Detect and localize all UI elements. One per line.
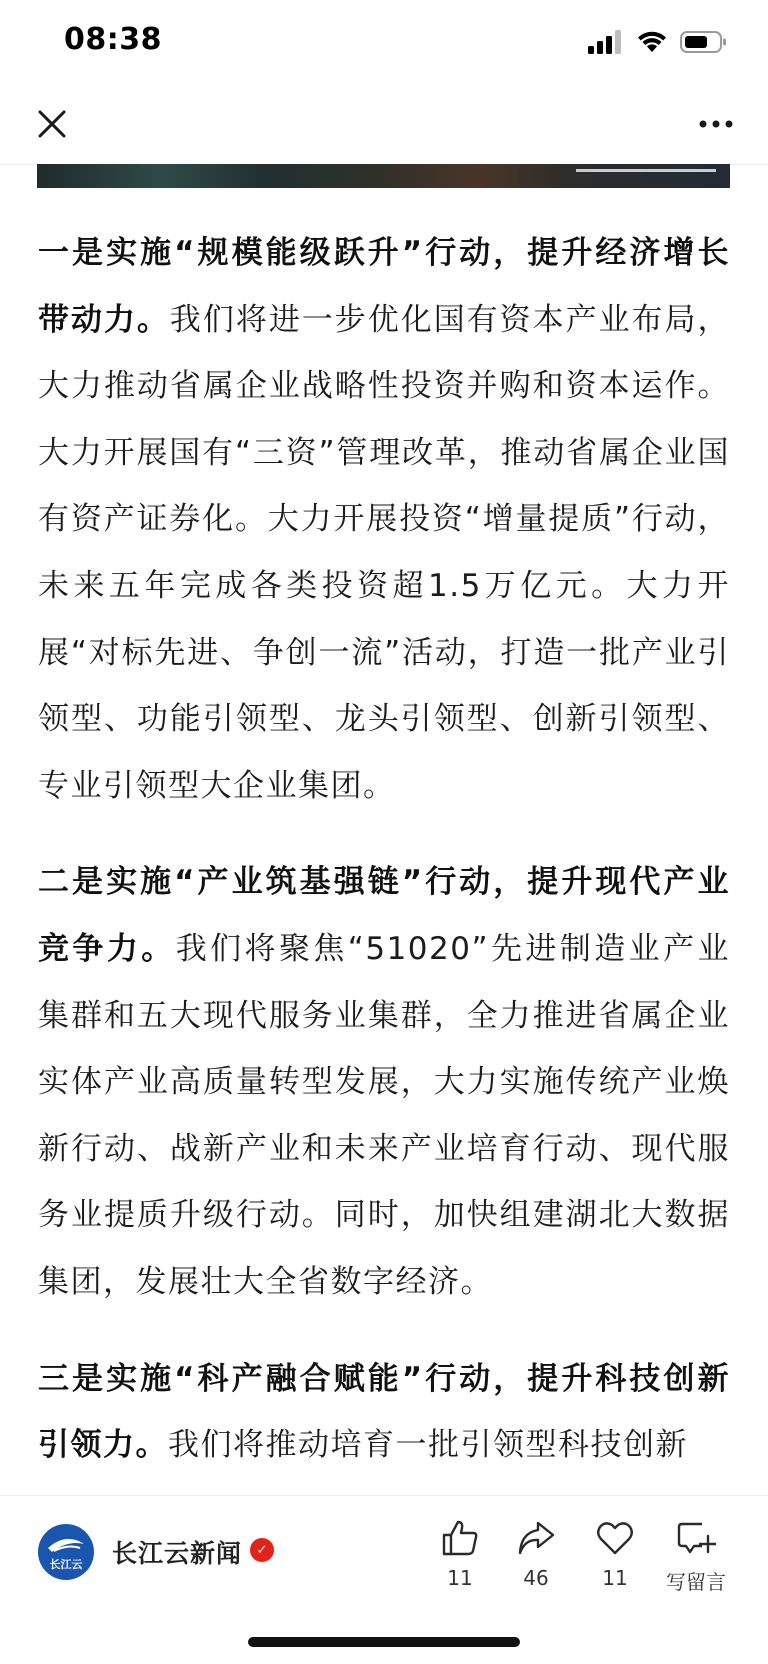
favorite-count: 11 [602, 1566, 628, 1590]
status-bar [0, 0, 768, 84]
article-body [38, 220, 730, 1495]
like-button[interactable] [420, 1518, 500, 1608]
article-paragraph [38, 1346, 730, 1479]
more-options-button[interactable] [694, 102, 738, 146]
share-icon [516, 1518, 556, 1558]
paragraph-text: 我们将聚焦“51020”先进制造业产业集群和五大现代服务业集群，全力推进省属企业实体产业高质量转型发展，大力实施传统产业焕新行动、战新产业和未来产业培育行动、现代服务业提质升级行动。同时，加快组建湖北大数据集团，发展壮大全省数字经济。 [38, 930, 730, 1300]
battery-icon [680, 30, 728, 54]
paragraph-text: 我们将推动培育一批引领型科技创新 [168, 1427, 688, 1464]
home-indicator[interactable] [248, 1637, 520, 1647]
paragraph-text: 我们将进一步优化国有资本产业布局，大力推动省属企业战略性投资并购和资本运作。大力开展国有“三资”管理改革，推动省属企业国有资产证券化。大力开展投资“增量提质”行动，未来五年完成各类投资超1.5万亿元。大力开展“对标先进、争创一流”活动，打造一批产业引领型、功能引领型、龙头引领型、创新引领型、专业引领型大企业集团。 [38, 301, 730, 804]
status-icons [588, 28, 728, 56]
heart-icon [595, 1518, 635, 1558]
close-button[interactable] [30, 102, 74, 146]
image-watermark [576, 169, 716, 186]
write-comment-button[interactable] [656, 1518, 736, 1608]
top-nav-bar [0, 84, 768, 165]
thumbs-up-icon [440, 1518, 480, 1558]
source-name[interactable]: 长江云新闻 [112, 1539, 243, 1568]
close-icon [37, 109, 67, 139]
like-count: 11 [447, 1566, 473, 1590]
article-image [37, 164, 730, 188]
write-comment-label: 写留言 [666, 1570, 726, 1594]
paragraph-lead: 二是实施“产业筑基强链”行动，提升现代产业竞争力。 [38, 864, 730, 967]
wifi-icon [636, 30, 668, 54]
share-count: 46 [523, 1566, 549, 1590]
article-paragraph [38, 220, 730, 819]
more-icon [698, 119, 734, 129]
paragraph-lead: 一是实施“规模能级跃升”行动，提升经济增长带动力。 [38, 235, 730, 338]
cellular-signal-icon [588, 30, 624, 54]
share-button[interactable] [496, 1518, 576, 1608]
verified-badge-icon: ✓ [250, 1538, 274, 1562]
article-paragraph [38, 849, 730, 1315]
logo-text: 长江云 [49, 1558, 83, 1571]
status-time: 08:38 [64, 22, 162, 57]
source-logo[interactable] [38, 1524, 94, 1580]
comment-add-icon [676, 1518, 716, 1558]
paragraph-lead: 三是实施“科产融合赋能”行动，提升科技创新引领力。 [38, 1360, 730, 1464]
favorite-button[interactable] [575, 1518, 655, 1608]
